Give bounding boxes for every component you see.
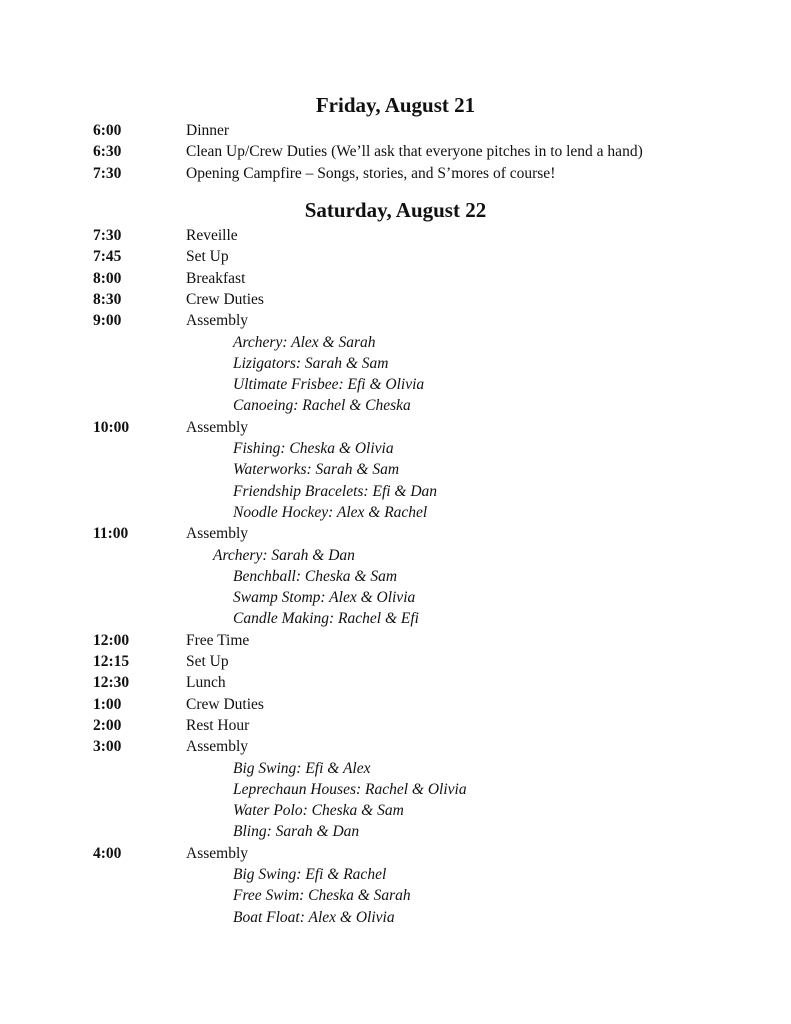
schedule-event: Assembly [186,738,248,756]
schedule-row [0,310,791,331]
schedule-time: 10:00 [93,418,130,436]
schedule-row [0,163,791,184]
schedule-event: Assembly [186,312,248,330]
schedule-event: Assembly [186,844,248,862]
activity-item: Leprechaun Houses: Rachel & Olivia [233,780,467,798]
schedule-event: Breakfast [186,269,246,287]
schedule-time: 8:00 [93,269,122,287]
schedule-row [0,843,791,864]
activity-item: Big Swing: Efi & Rachel [233,866,387,883]
schedule-row [0,268,791,289]
activity-item: Ultimate Frisbee: Efi & Olivia [233,376,425,394]
schedule-time: 1:00 [93,695,122,713]
schedule-time: 12:30 [93,674,130,692]
schedule-time: 4:00 [93,844,122,862]
schedule-row [0,225,791,246]
activity-item: Waterworks: Sarah & Sam [233,461,400,479]
schedule-row [0,246,791,267]
activity-item: Friendship Bracelets: Efi & Dan [233,482,438,500]
activity-item: Candle Making: Rachel & Efi [233,610,419,628]
schedule-time: 2:00 [93,716,122,734]
schedule-row [0,630,791,651]
schedule-row [0,141,791,162]
schedule-time: 7:30 [93,227,122,244]
schedule-time: 9:00 [93,312,122,330]
schedule-time: 12:15 [93,653,130,670]
schedule-event: Assembly [186,525,248,543]
schedule-row [0,523,791,544]
schedule-time: 8:30 [93,290,122,308]
activity-item: Boat Float: Alex & Olivia [233,908,395,926]
schedule-event: Clean Up/Crew Duties (We’ll ask that everyone pitches in to lend a hand) [186,143,643,161]
schedule-event: Set Up [186,248,229,266]
schedule-event: Crew Duties [186,290,264,308]
schedule-row [0,715,791,736]
schedule-event: Set Up [186,653,229,670]
day-heading-friday: Friday, August 21 [315,93,476,117]
activity-item: Bling: Sarah & Dan [233,823,360,841]
schedule-row [0,672,791,693]
schedule-time: 6:00 [93,122,122,139]
schedule-event: Rest Hour [186,716,250,734]
schedule-row [0,417,791,438]
schedule-row [0,736,791,757]
activity-item: Archery: Alex & Sarah [233,333,376,351]
activity-item: Archery: Sarah & Dan [213,546,355,564]
schedule-time: 11:00 [93,525,129,543]
activity-item: Big Swing: Efi & Alex [233,759,371,777]
activity-item: Benchball: Cheska & Sam [233,567,398,585]
activity-item: Canoeing: Rachel & Cheska [233,397,411,415]
schedule-event: Dinner [186,122,230,139]
schedule-row [0,651,791,672]
schedule-event: Lunch [186,674,226,692]
activity-item: Fishing: Cheska & Olivia [233,440,394,457]
schedule-row [0,694,791,715]
schedule-event: Crew Duties [186,695,264,713]
schedule-time: 12:00 [93,631,130,649]
schedule-row [0,289,791,310]
schedule-event: Reveille [186,227,238,244]
activity-item: Free Swim: Cheska & Sarah [233,887,411,905]
day-heading-saturday: Saturday, August 22 [304,198,487,222]
schedule-time: 7:30 [93,164,122,182]
schedule-time: 7:45 [93,248,122,266]
activity-item: Swamp Stomp: Alex & Olivia [233,589,416,607]
schedule-event: Free Time [186,631,250,649]
activity-item: Noodle Hockey: Alex & Rachel [233,503,428,521]
schedule-time: 3:00 [93,738,122,756]
activity-item: Lizigators: Sarah & Sam [233,354,389,372]
schedule-time: 6:30 [93,143,122,161]
activity-item: Water Polo: Cheska & Sam [233,802,404,820]
schedule-event: Assembly [186,418,248,436]
schedule-event: Opening Campfire – Songs, stories, and S’mores of course! [186,164,556,182]
schedule-row [0,120,791,141]
